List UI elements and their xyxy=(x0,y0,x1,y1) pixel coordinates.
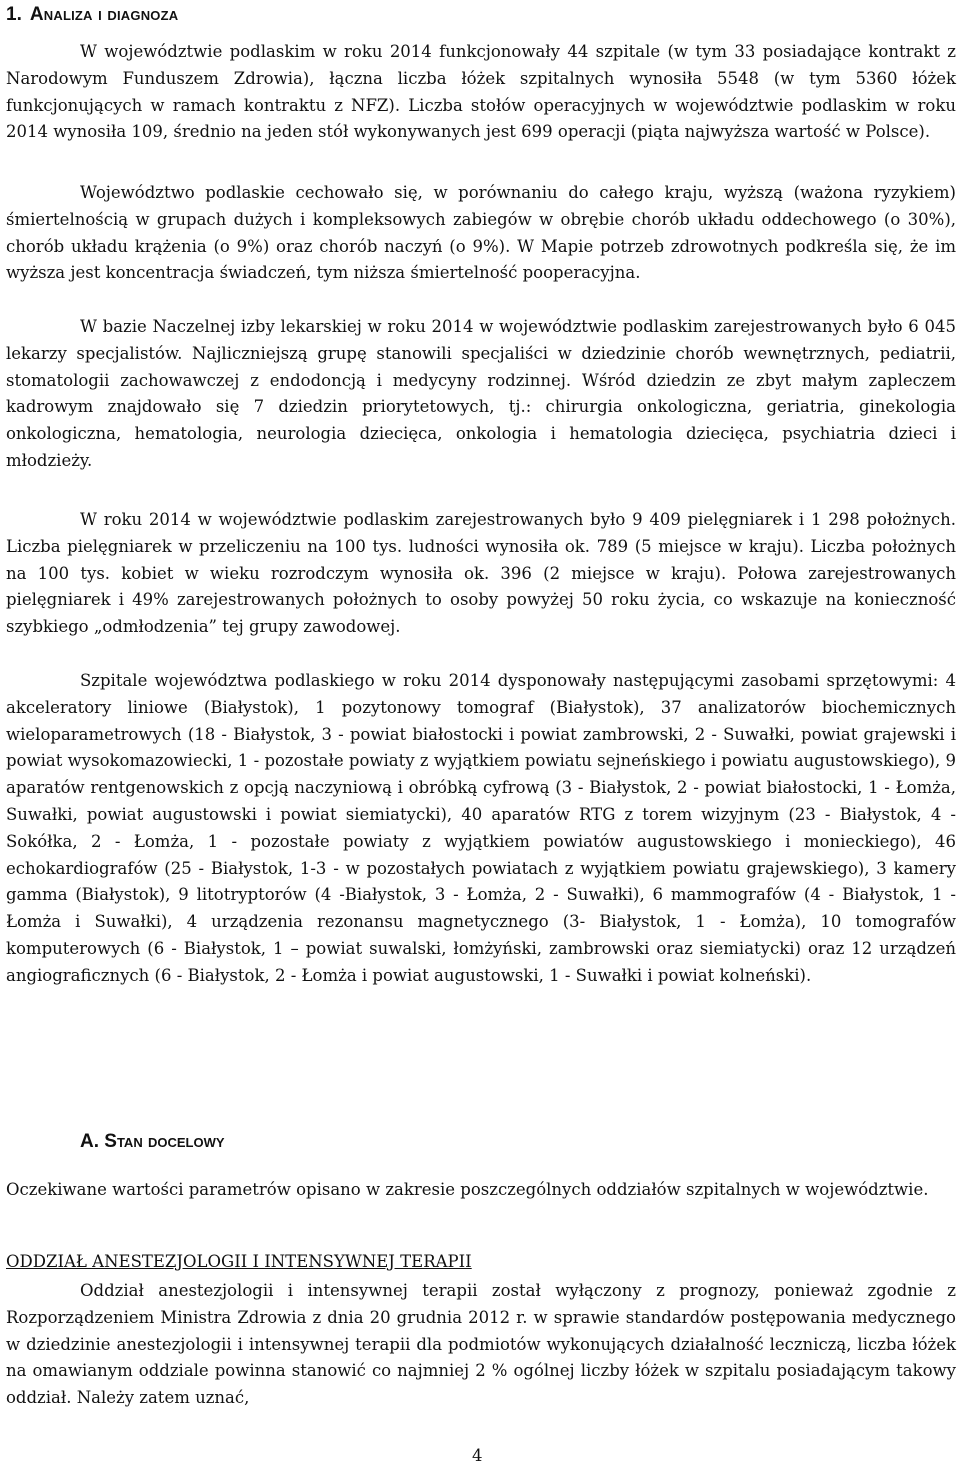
page-number: 4 xyxy=(472,1446,483,1465)
paragraph-target-state: Oczekiwane wartości parametrów opisano w zakresie poszczególnych oddziałów szpitalnych w województwie. xyxy=(6,1180,929,1199)
paragraph-equipment: Szpitale województwa podlaskiego w roku 2014 dysponowały następującymi zasobami sprzętowymi: 4 akceleratory liniowe (Białystok), 1 pozytonowy tomograf (Białystok), 37 analizatorów biochemicznych wieloparametrowych (18 - Białystok, 3 - powiat białostocki i powiat zambrowski, 2 - Suwałki, powiat grajewski i powiat wysokomazowiecki, 1 - pozostałe powiaty z wyjątkiem powiatu sejneńskiego i powiatu augustowskiego), 9 aparatów rentgenowskich z opcją naczyniową i obróbką cyfrową (3 - Białystok, 2 - powiat białostocki, 1 - Łomża, Suwałki, powiat augustowski i powiat siemiatycki), 40 aparatów RTG z torem wizyjnym (23 - Białystok, 4 - Sokółka, 2 - Łomża, 1 - pozostałe powiaty z wyjątkiem powiatów augustowskiego i monieckiego), 46 echokardiografów (25 - Białystok, 1-3 - w pozostałych powiatach z wyjątkiem powiatu grajewskiego), 3 kamery gamma (Białystok), 9 litotryptorów (4 -Białystok, 3 - Łomża, 2 - Suwałki), 6 mammografów (4 - Białystok, 1 - Łomża i Suwałki), 4 urządzenia rezonansu magnetycznego (3- Białystok, 1 - Łomża), 10 tomografów komputerowych (6 - Białystok, 1 – powiat suwalski, łomżyński, zambrowski oraz siemiatycki) oraz 12 urządzeń angiograficznych (6 - Białystok, 2 - Łomża i powiat augustowski, 1 - Suwałki i powiat kolneński). xyxy=(6,671,956,985)
subsection-heading xyxy=(80,1131,225,1153)
subsection-letter: A. xyxy=(80,1131,99,1152)
paragraph-doctors: W bazie Naczelnej izby lekarskiej w roku 2014 w województwie podlaskim zarejestrowanych było 6 045 lekarzy specjalistów. Najliczniejszą grupę stanowili specjaliści w dziedzinie chorób wewnętrznych, pediatrii, stomatologii zachowawczej z endodoncją i medycyny rodzinnej. Wśród dziedzin ze zbyt małym zapleczem kadrowym znajdowało się 7 dziedzin priorytetowych, tj.: chirurgia onkologiczna, geriatria, ginekologia onkologiczna, hematologia, neurologia dziecięca, onkologia i hematologia dziecięca, psychiatria dzieci i młodzieży. xyxy=(6,317,956,470)
paragraph-hospitals: W województwie podlaskim w roku 2014 funkcjonowały 44 szpitale (w tym 33 posiadające kontrakt z Narodowym Funduszem Zdrowia), łączna liczba łóżek szpitalnych wynosiła 5548 (w tym 5360 łóżek funkcjonujących w ramach kontraktu z NFZ). Liczba stołów operacyjnych w województwie podlaskim w roku 2014 wynosiła 109, średnio na jeden stół wykonywanych jest 699 operacji (piąta najwyższa wartość w Polsce). xyxy=(6,42,956,142)
paragraph-mortality: Województwo podlaskie cechowało się, w porównaniu do całego kraju, wyższą (ważona ryzykiem) śmiertelnością w grupach dużych i kompleksowych zabiegów w obrębie chorób układu oddechowego (o 30%), chorób układu krążenia (o 9%) oraz chorób naczyń (o 9%). W Mapie potrzeb zdrowotnych podkreśla się, że im wyższa jest koncentracja świadczeń, tym niższa śmiertelność pooperacyjna. xyxy=(6,183,956,283)
paragraph-ward: Oddział anestezjologii i intensywnej terapii został wyłączony z prognozy, ponieważ zgodnie z Rozporządzeniem Ministra Zdrowia z dnia 20 grudnia 2012 r. w sprawie standardów postępowania medycznego w dziedzinie anestezjologii i intensywnej terapii dla podmiotów wykonujących działalność leczniczą, liczba łóżek na omawianym oddziale powinna stanowić co najmniej 2 % ogólnej liczby łóżek w szpitalu posiadającym takowy oddział. Należy zatem uznać, xyxy=(6,1281,956,1408)
document-page xyxy=(6,0,956,1468)
subsection-title: Stan docelowy xyxy=(104,1131,225,1152)
section-number: 1. xyxy=(6,4,22,25)
ward-heading: ODDZIAŁ ANESTEZJOLOGII I INTENSYWNEJ TERAPII xyxy=(6,1252,472,1271)
section-heading xyxy=(6,4,178,26)
section-title: Analiza i diagnoza xyxy=(29,4,179,25)
paragraph-nurses: W roku 2014 w województwie podlaskim zarejestrowanych było 9 409 pielęgniarek i 1 298 położnych. Liczba pielęgniarek w przeliczeniu na 100 tys. ludności wynosiła ok. 789 (5 miejsce w kraju). Liczba położnych na 100 tys. kobiet w wieku rozrodczym wynosiła ok. 396 (2 miejsce w kraju). Połowa zarejestrowanych pielęgniarek i 49% zarejestrowanych położnych to osoby powyżej 50 roku życia, co wskazuje na konieczność szybkiego „odmłodzenia” tej grupy zawodowej. xyxy=(6,510,956,637)
